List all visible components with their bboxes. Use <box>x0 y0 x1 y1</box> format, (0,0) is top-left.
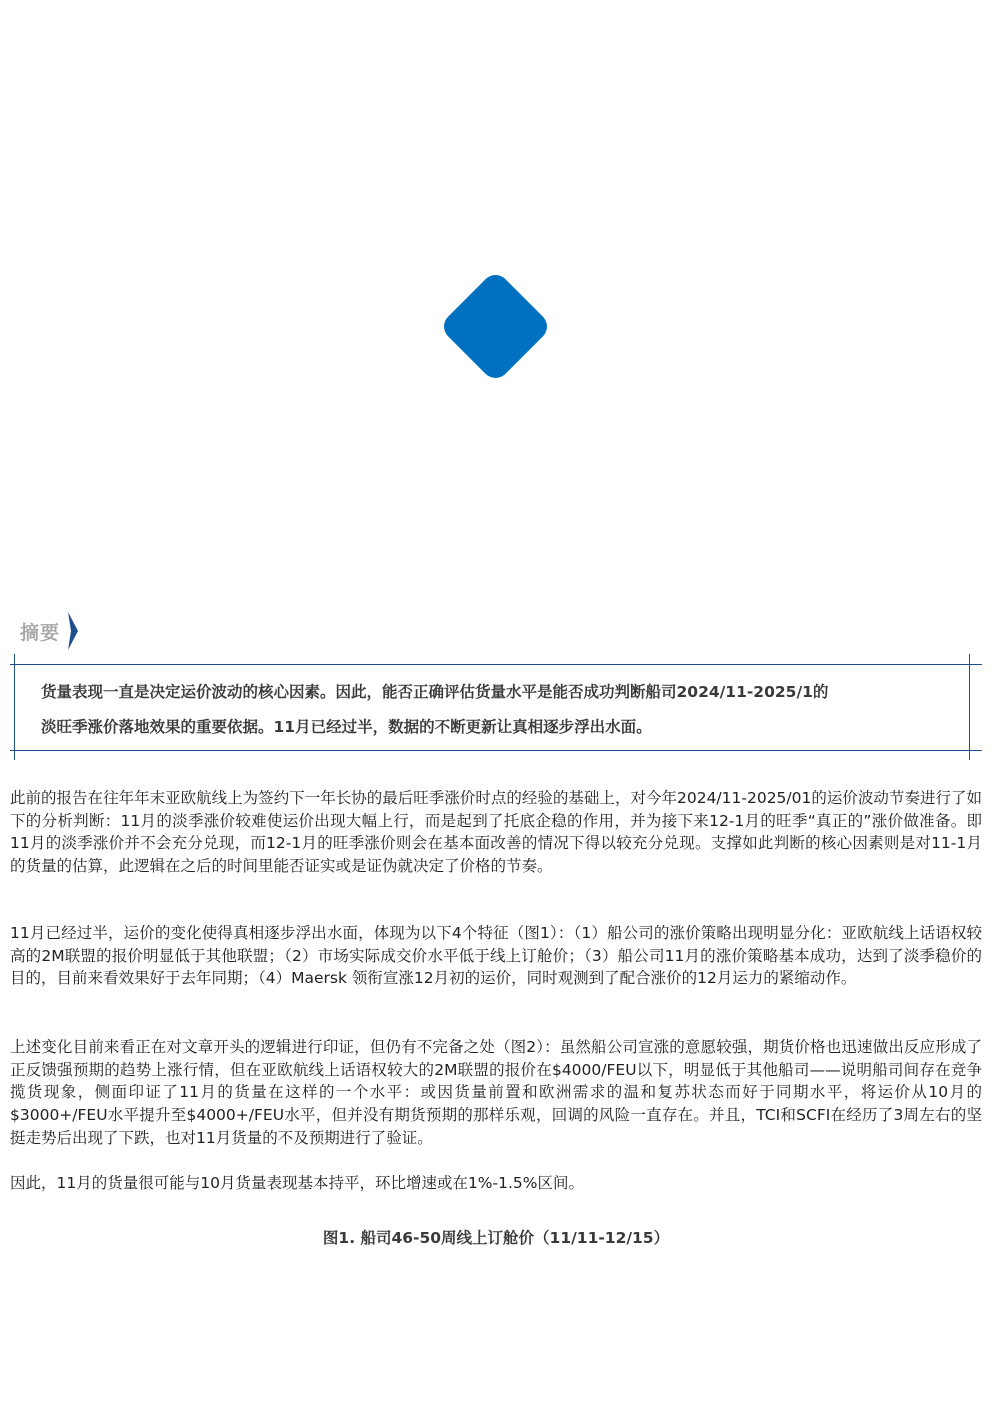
figure-caption: 图1. 船司46-50周线上订舱价（11/11-12/15） <box>322 1229 670 1247</box>
summary-left-rule <box>14 654 15 760</box>
diamond-shape <box>438 269 553 384</box>
summary-line-1: 货量表现一直是决定运价波动的核心因素。因此，能否正确评估货量水平是能否成功判断船司2024/11-2025/1的 <box>41 683 829 701</box>
summary-bottom-rule <box>10 750 982 751</box>
summary-text <box>41 675 956 745</box>
body-paragraph-2: 11月已经过半，运价的变化使得真相逐步浮出水面，体现为以下4个特征（图1）：（1）船公司的涨价策略出现明显分化：亚欧航线上话语权较高的2M联盟的报价明显低于其他联盟；（2）市场实际成交价水平低于线上订舱价；（3）船公司11月的涨价策略基本成功，达到了淡季稳价的目的，目前来看效果好于去年同期；（4）Maersk 领衔宣涨12月初的运价，同时观测到了配合涨价的12月运力的紧缩动作。 <box>10 924 982 988</box>
body-paragraph-1: 此前的报告在往年年末亚欧航线上为签约下一年长协的最后旺季涨价时点的经验的基础上，对今年2024/11-2025/01的运价波动节奏进行了如下的分析判断：11月的淡季涨价较难使运价出现大幅上行，而是起到了托底企稳的作用，并为接下来12-1月的旺季“真正的”涨价做准备。即11月的淡季涨价并不会充分兑现，而12-1月的旺季涨价则会在基本面改善的情况下得以较充分兑现。支撑如此判断的核心因素则是对11-1月的货量的估算，此逻辑在之后的时间里能否证实或是证伪就决定了价格的节奏。 <box>10 789 982 876</box>
chevron-right-icon <box>68 612 78 650</box>
body-paragraph-4: 因此，11月的货量很可能与10月货量表现基本持平，环比增速或在1%-1.5%区间。 <box>10 1174 585 1192</box>
summary-line-2: 淡旺季涨价落地效果的重要依据。11月已经过半，数据的不断更新让真相逐步浮出水面。 <box>41 718 652 736</box>
summary-right-rule <box>969 654 970 760</box>
abstract-heading <box>20 612 78 650</box>
diamond-icon <box>424 255 567 398</box>
body-paragraph-3: 上述变化目前来看正在对文章开头的逻辑进行印证，但仍有不完备之处（图2）：虽然船公司宣涨的意愿较强，期货价格也迅速做出反应形成了正反馈强预期的趋势上涨行情，但在亚欧航线上话语权较大的2M联盟的报价在$4000/FEU以下，明显低于其他船司——说明船司间存在竞争揽货现象，侧面印证了11月的货量在这样的一个水平：或因货量前置和欧洲需求的温和复苏状态而好于同期水平，将运价从10月的$3000+/FEU水平提升至$4000+/FEU水平，但并没有期货预期的那样乐观，回调的风险一直存在。并且，TCI和SCFI在经历了3周左右的坚挺走势后出现了下跌，也对11月货量的不及预期进行了验证。 <box>10 1038 982 1147</box>
logo-diamond-icon <box>424 255 567 398</box>
summary-box <box>10 654 982 760</box>
summary-top-rule <box>10 664 982 665</box>
abstract-title: 摘要 <box>20 621 61 644</box>
